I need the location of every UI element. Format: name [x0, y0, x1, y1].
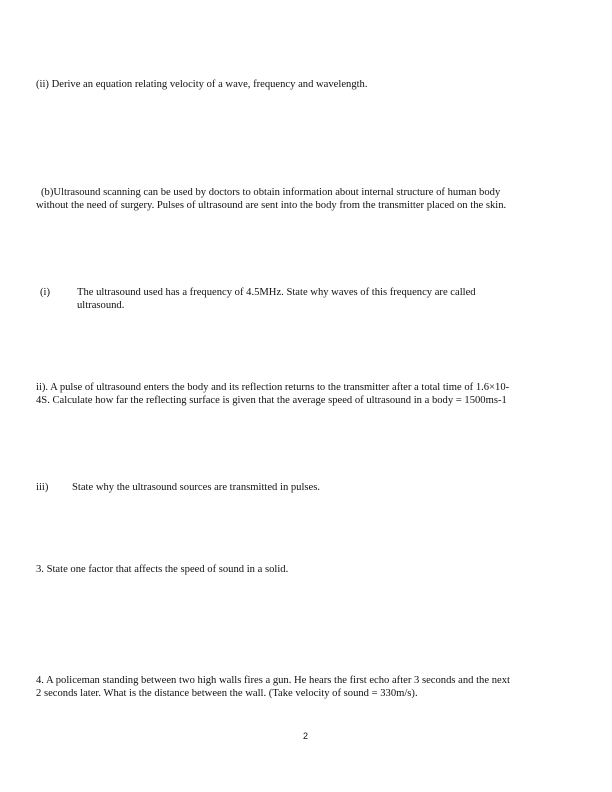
question-ii-derive: (ii) Derive an equation relating velocity of a wave, frequency and wavelength.	[36, 79, 368, 90]
question-b-iii-text: State why the ultrasound sources are transmitted in pulses.	[72, 482, 321, 493]
page-number: 2	[303, 731, 309, 741]
question-b-line2: without the need of surgery. Pulses of ultrasound are sent into the body from the transmitter placed on the skin.	[36, 200, 507, 211]
question-4-line1: 4. A policeman standing between two high walls fires a gun. He hears the first echo after 3 seconds and the next	[36, 675, 510, 686]
question-b-i-line1: The ultrasound used has a frequency of 4.5MHz. State why waves of this frequency are called	[77, 287, 476, 298]
question-b-i-label: (i)	[40, 287, 50, 298]
question-b-i-line2: ultrasound.	[77, 300, 125, 311]
question-b-ii-line2: 4S. Calculate how far the reflecting surface is given that the average speed of ultrasound in a body = 1500ms-1	[36, 395, 507, 406]
question-4-line2: 2 seconds later. What is the distance between the wall. (Take velocity of sound = 330m/s).	[36, 688, 418, 699]
question-b-line1: (b)Ultrasound scanning can be used by doctors to obtain information about internal structure of human body	[41, 187, 501, 198]
question-3: 3. State one factor that affects the speed of sound in a solid.	[36, 564, 289, 575]
question-b-ii-line1: ii). A pulse of ultrasound enters the body and its reflection returns to the transmitter after a total time of 1.6×10-	[36, 382, 510, 393]
question-b-iii-label: iii)	[36, 482, 49, 493]
